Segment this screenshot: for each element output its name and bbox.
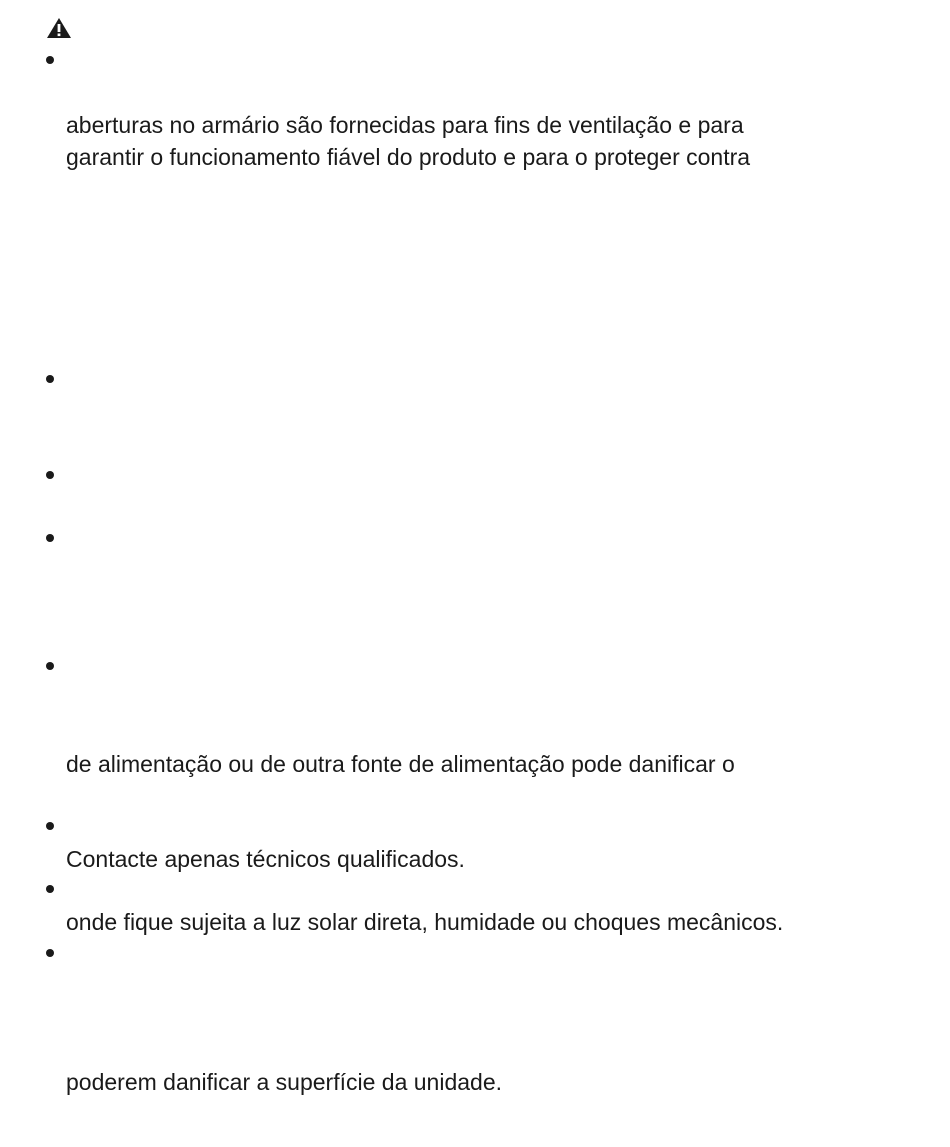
bullet-icon <box>46 885 54 893</box>
body-text-line: garantir o funcionamento fiável do produto e para o proteger contra <box>66 144 751 170</box>
bullet-icon <box>46 949 54 957</box>
body-text-line: aberturas no armário são fornecidas para fins de ventilação e para <box>66 112 744 138</box>
bullet-icon <box>46 375 54 383</box>
bullet-icon <box>46 662 54 670</box>
bullet-icon <box>46 822 54 830</box>
warning-triangle-icon <box>46 17 72 39</box>
bullet-icon <box>46 56 54 64</box>
bullet-icon <box>46 471 54 479</box>
bullet-icon <box>46 534 54 542</box>
body-text-line: poderem danificar a superfície da unidade. <box>66 1069 503 1095</box>
body-text-line: de alimentação ou de outra fonte de alimentação pode danificar o <box>66 751 735 777</box>
body-text-line: Contacte apenas técnicos qualificados. <box>66 846 465 872</box>
body-text-line: onde fique sujeita a luz solar direta, humidade ou choques mecânicos. <box>66 909 784 935</box>
